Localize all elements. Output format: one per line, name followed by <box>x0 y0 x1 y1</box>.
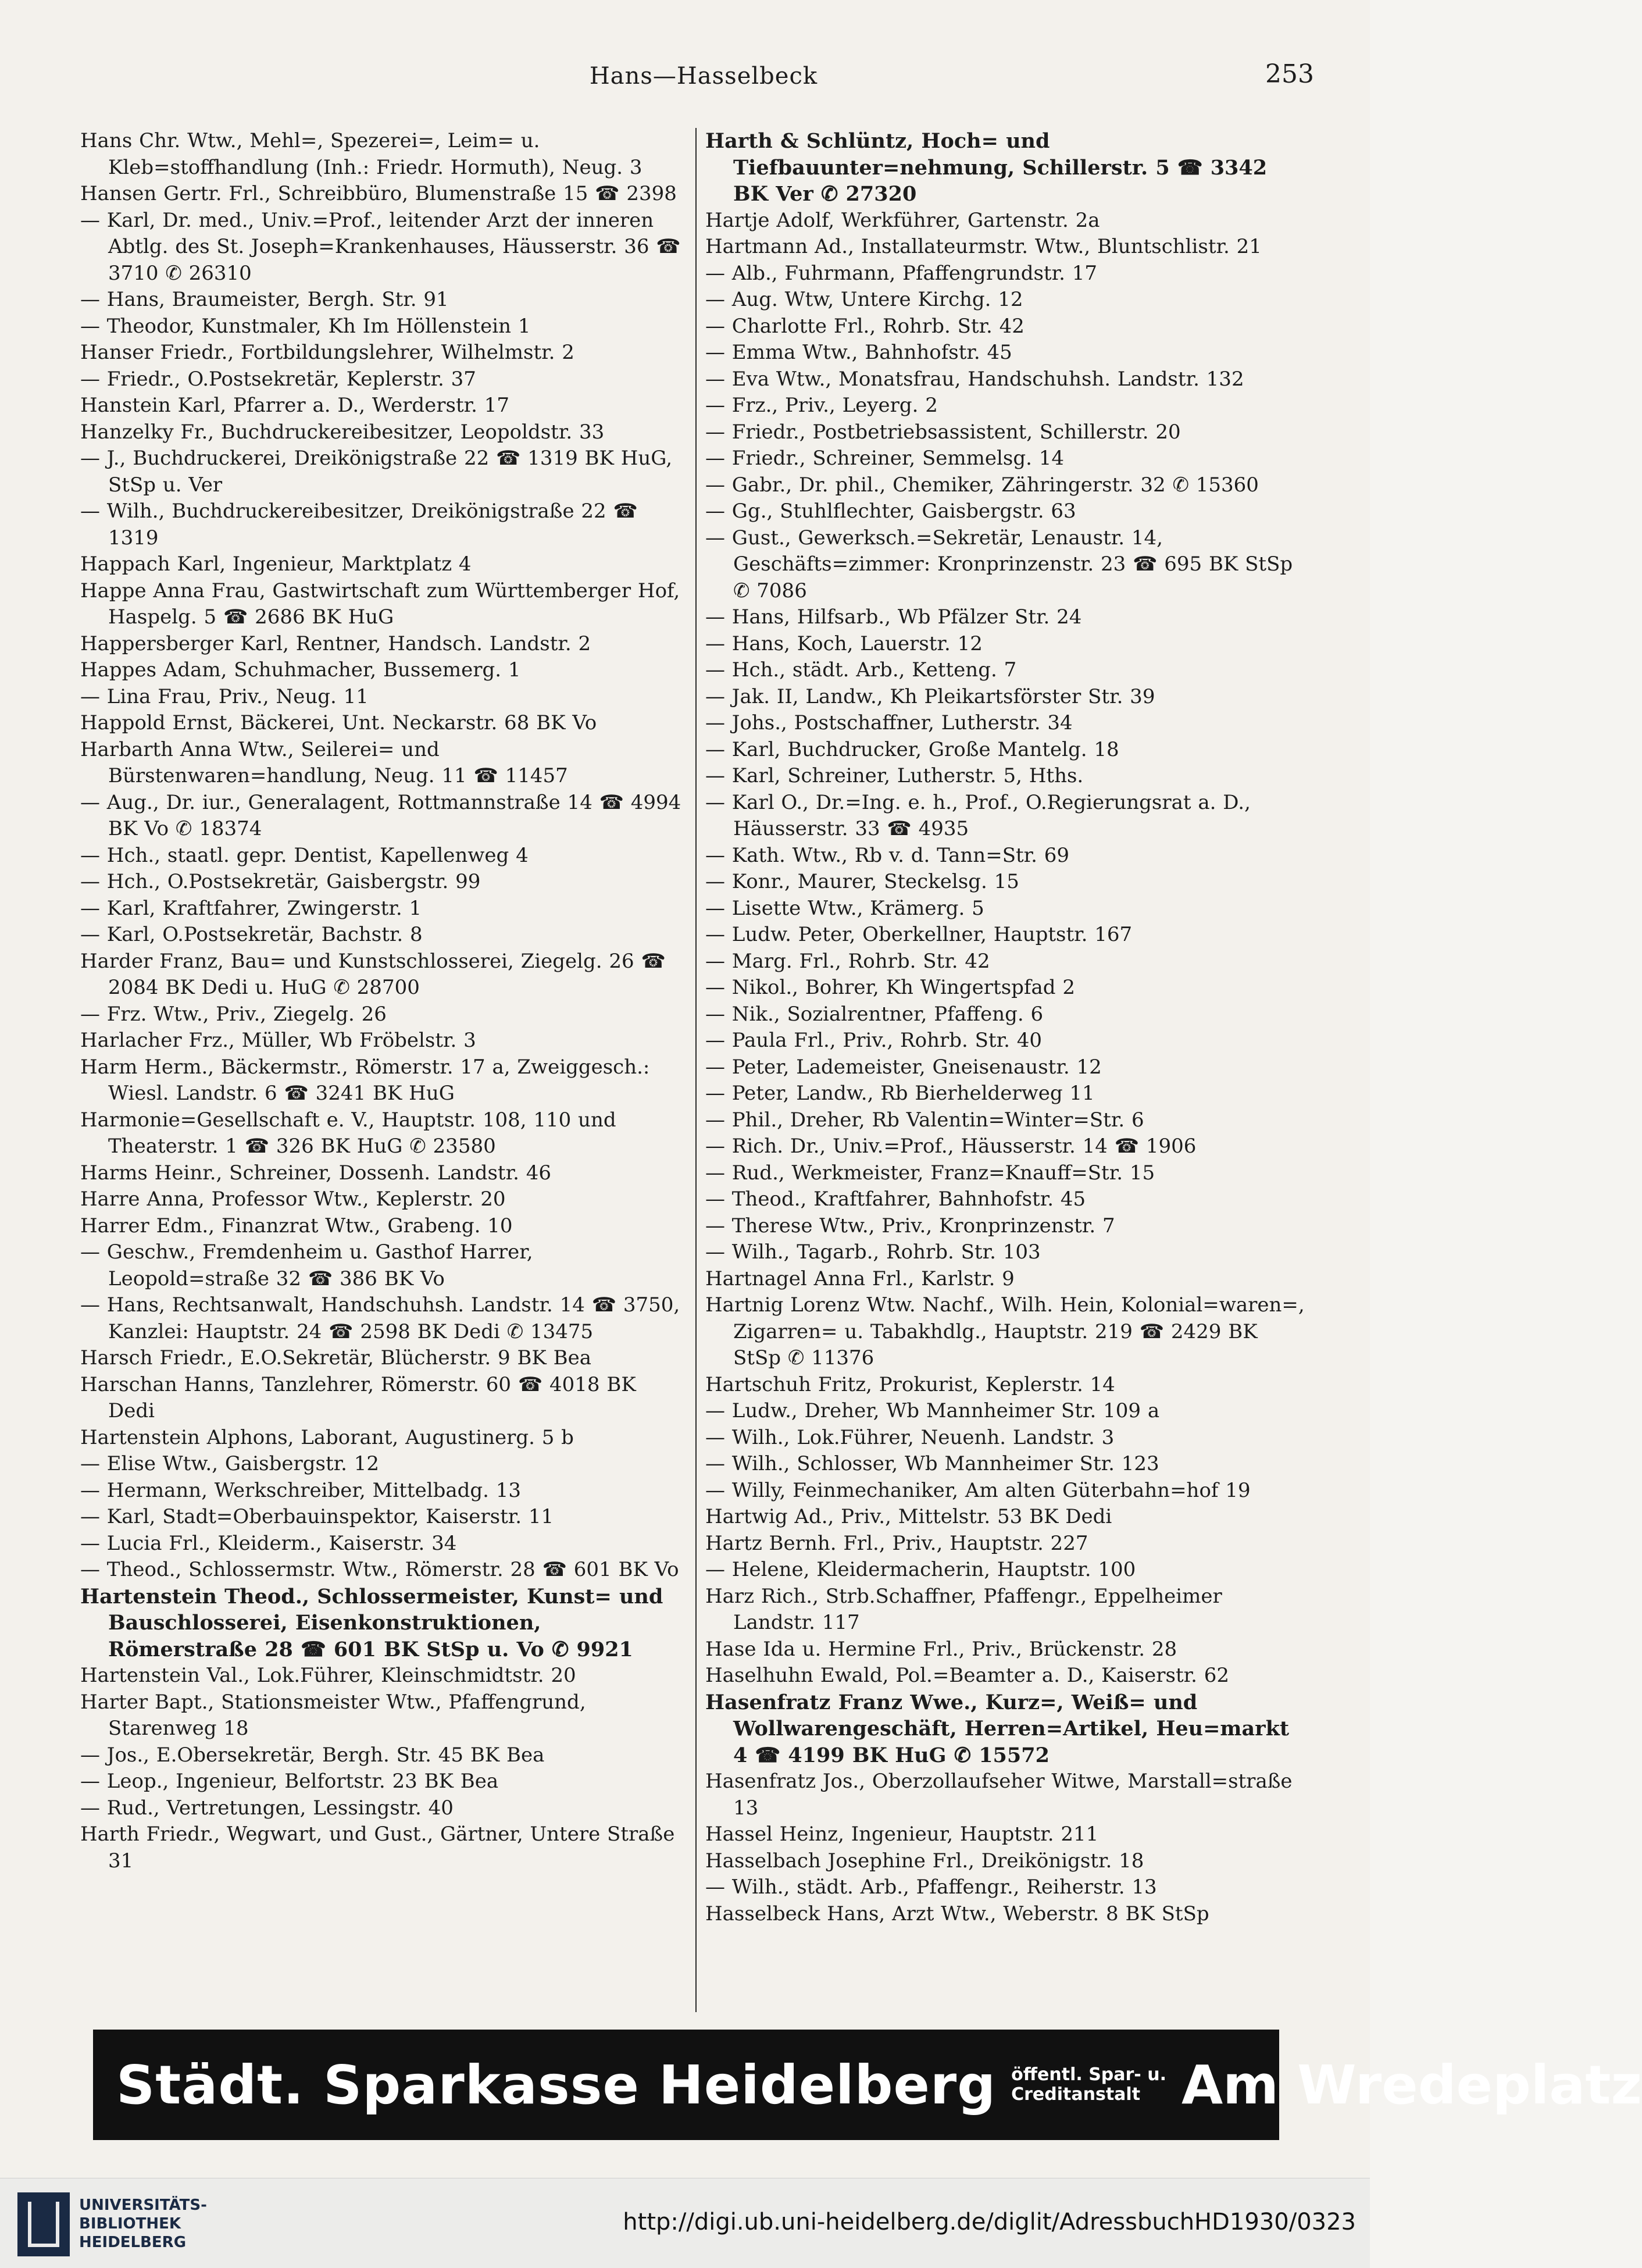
directory-entry: Harm Herm., Bäckermstr., Römerstr. 17 a, Zweiggesch.: Wiesl. Landstr. 6 ☎ 3241 BK HuG <box>80 1055 650 1105</box>
directory-entry: Hasselbach Josephine Frl., Dreikönigstr. 18 <box>705 1849 1144 1873</box>
directory-entry: Hase Ida u. Hermine Frl., Priv., Brückenstr. 28 <box>705 1637 1177 1661</box>
directory-entry: Harter Bapt., Stationsmeister Wtw., Pfaffengrund, Starenweg 18 <box>80 1690 586 1740</box>
directory-entry: Hanstein Karl, Pfarrer a. D., Werderstr. 17 <box>80 394 510 417</box>
directory-entry: — Hans, Rechtsanwalt, Handschuhsh. Landstr. 14 ☎ 3750, Kanzlei: Hauptstr. 24 ☎ 2598 BK Dedi ✆ 13475 <box>80 1293 680 1343</box>
directory-entry: — Karl O., Dr.=Ing. e. h., Prof., O.Regierungsrat a. D., Häusserstr. 33 ☎ 4935 <box>705 790 1251 840</box>
directory-entry: Hartenstein Theod., Schlossermeister, Kunst= und Bauschlosserei, Eisenkonstruktionen, Römerstraße 28 ☎ 601 BK StSp u. Vo ✆ 9921 <box>80 1584 663 1661</box>
directory-entry: — Wilh., Tagarb., Rohrb. Str. 103 <box>705 1240 1041 1264</box>
directory-entry: Hartenstein Val., Lok.Führer, Kleinschmidtstr. 20 <box>80 1664 576 1687</box>
directory-entry: — Wilh., städt. Arb., Pfaffengr., Reiherstr. 13 <box>705 1875 1157 1899</box>
banner-subtext-line2: Creditanstalt <box>1011 2084 1141 2105</box>
directory-entry: Harth & Schlüntz, Hoch= und Tiefbauunter=nehmung, Schillerstr. 5 ☎ 3342 BK Ver ✆ 27320 <box>705 129 1268 206</box>
directory-entry: — Johs., Postschaffner, Lutherstr. 34 <box>705 711 1073 734</box>
directory-entry: Happach Karl, Ingenieur, Marktplatz 4 <box>80 552 472 576</box>
directory-entry: — Theod., Kraftfahrer, Bahnhofstr. 45 <box>705 1188 1086 1211</box>
directory-entry: — Therese Wtw., Priv., Kronprinzenstr. 7 <box>705 1214 1115 1238</box>
library-name-line2: BIBLIOTHEK <box>79 2215 181 2233</box>
directory-entry: Hasenfratz Jos., Oberzollaufseher Witwe, Marstall=straße 13 <box>705 1770 1293 1820</box>
directory-entry: — Hans, Koch, Lauerstr. 12 <box>705 632 983 655</box>
directory-entry: Hanzelky Fr., Buchdruckereibesitzer, Leopoldstr. 33 <box>80 420 605 444</box>
directory-entry: Hansen Gertr. Frl., Schreibbüro, Blumenstraße 15 ☎ 2398 <box>80 182 677 205</box>
directory-entry: — Ludw., Dreher, Wb Mannheimer Str. 109 a <box>705 1399 1160 1422</box>
directory-entry: — Emma Wtw., Bahnhofstr. 45 <box>705 341 1012 364</box>
directory-entry: Harmonie=Gesellschaft e. V., Hauptstr. 108, 110 und Theaterstr. 1 ☎ 326 BK HuG ✆ 23580 <box>80 1108 616 1158</box>
directory-entry: Harschan Hanns, Tanzlehrer, Römerstr. 60 ☎ 4018 BK Dedi <box>80 1372 636 1422</box>
directory-entry: — Hch., städt. Arb., Ketteng. 7 <box>705 658 1017 682</box>
directory-columns <box>80 128 1325 2012</box>
directory-entry: — Theodor, Kunstmaler, Kh Im Höllenstein 1 <box>80 314 531 338</box>
directory-entry: — Hans, Braumeister, Bergh. Str. 91 <box>80 288 449 311</box>
directory-entry: — Hermann, Werkschreiber, Mittelbadg. 13 <box>80 1478 522 1502</box>
directory-entry: Harlacher Frz., Müller, Wb Fröbelstr. 3 <box>80 1029 476 1052</box>
directory-entry: — Gust., Gewerksch.=Sekretär, Lenaustr. 14, Geschäfts=zimmer: Kronprinzenstr. 23 ☎ 695 BK StSp ✆ 7086 <box>705 526 1293 602</box>
directory-entry: — Gabr., Dr. phil., Chemiker, Zähringerstr. 32 ✆ 15360 <box>705 473 1259 497</box>
directory-entry: Happes Adam, Schuhmacher, Bussemerg. 1 <box>80 658 521 682</box>
directory-entry: Hartnig Lorenz Wtw. Nachf., Wilh. Hein, Kolonial=waren=, Zigarren= u. Tabakhdlg., Hauptstr. 219 ☎ 2429 BK StSp ✆ 11376 <box>705 1293 1305 1370</box>
directory-entry: — Karl, Dr. med., Univ.=Prof., leitender Arzt der inneren Abtlg. des St. Joseph=Krankenhauses, Häusserstr. 36 ☎ 3710 ✆ 26310 <box>80 208 681 285</box>
library-name-line1: UNIVERSITÄTS- <box>79 2196 207 2214</box>
digitization-footer <box>0 2178 1370 2268</box>
left-column <box>80 128 682 2012</box>
directory-entry: Hartje Adolf, Werkführer, Gartenstr. 2a <box>705 208 1100 232</box>
directory-entry: Hasenfratz Franz Wwe., Kurz=, Weiß= und Wollwarengeschäft, Herren=Artikel, Heu=markt 4 ☎ 4199 BK HuG ✆ 15572 <box>705 1690 1290 1767</box>
directory-entry: Harrer Edm., Finanzrat Wtw., Grabeng. 10 <box>80 1214 513 1238</box>
directory-entry: Harbarth Anna Wtw., Seilerei= und Bürstenwaren=handlung, Neug. 11 ☎ 11457 <box>80 737 568 787</box>
directory-entry: — Phil., Dreher, Rb Valentin=Winter=Str. 6 <box>705 1108 1144 1132</box>
directory-entry: Harth Friedr., Wegwart, und Gust., Gärtner, Untere Straße 31 <box>80 1823 675 1873</box>
directory-entry: — Aug. Wtw, Untere Kirchg. 12 <box>705 288 1023 311</box>
directory-entry: — Geschw., Fremdenheim u. Gasthof Harrer, Leopold=straße 32 ☎ 386 BK Vo <box>80 1240 533 1290</box>
directory-entry: — Konr., Maurer, Steckelsg. 15 <box>705 870 1019 893</box>
directory-entry: — Jak. II, Landw., Kh Pleikartsförster Str. 39 <box>705 684 1155 708</box>
directory-entry: — Frz., Priv., Leyerg. 2 <box>705 394 938 417</box>
banner-subtext <box>1011 2065 1166 2105</box>
directory-entry: — Peter, Lademeister, Gneisenaustr. 12 <box>705 1055 1102 1079</box>
library-logo-icon <box>17 2192 70 2256</box>
directory-entry: — Hans, Hilfsarb., Wb Pfälzer Str. 24 <box>705 605 1082 629</box>
directory-entry: Hans Chr. Wtw., Mehl=, Spezerei=, Leim= u. Kleb=stoffhandlung (Inh.: Friedr. Hormuth), Neug. 3 <box>80 129 642 179</box>
banner-location: Am Wredeplatz <box>1181 2053 1642 2116</box>
directory-entry: — Nikol., Bohrer, Kh Wingertspfad 2 <box>705 976 1075 999</box>
directory-entry: — Charlotte Frl., Rohrb. Str. 42 <box>705 314 1025 338</box>
library-name-line3: HEIDELBERG <box>79 2234 187 2251</box>
directory-entry: — Ludw. Peter, Oberkellner, Hauptstr. 167 <box>705 923 1133 946</box>
directory-entry: — Rud., Werkmeister, Franz=Knauff=Str. 15 <box>705 1161 1155 1185</box>
directory-entry: — Lisette Wtw., Krämerg. 5 <box>705 896 984 920</box>
directory-entry: Happold Ernst, Bäckerei, Unt. Neckarstr. 68 BK Vo <box>80 711 597 734</box>
directory-entry: — Wilh., Buchdruckereibesitzer, Dreikönigstraße 22 ☎ 1319 <box>80 500 638 550</box>
directory-entry: — Willy, Feinmechaniker, Am alten Güterbahn=hof 19 <box>705 1478 1251 1502</box>
directory-entry: — Alb., Fuhrmann, Pfaffengrundstr. 17 <box>705 261 1097 285</box>
source-url-link[interactable]: http://digi.ub.uni-heidelberg.de/diglit/AdressbuchHD1930/0323 <box>623 2209 1356 2235</box>
directory-entry: Hartmann Ad., Installateurmstr. Wtw., Bluntschlistr. 21 <box>705 235 1262 258</box>
directory-entry: Hartz Bernh. Frl., Priv., Hauptstr. 227 <box>705 1531 1088 1555</box>
directory-entry: — Rich. Dr., Univ.=Prof., Häusserstr. 14 ☎ 1906 <box>705 1135 1197 1158</box>
directory-entry: — Aug., Dr. iur., Generalagent, Rottmannstraße 14 ☎ 4994 BK Vo ✆ 18374 <box>80 790 681 840</box>
directory-entry: Harms Heinr., Schreiner, Dossenh. Landstr. 46 <box>80 1161 551 1185</box>
directory-entry: — Karl, O.Postsekretär, Bachstr. 8 <box>80 923 423 946</box>
directory-entry: Harre Anna, Professor Wtw., Keplerstr. 20 <box>80 1188 506 1211</box>
directory-entry: Hasselbeck Hans, Arzt Wtw., Weberstr. 8 BK StSp <box>705 1902 1209 1925</box>
directory-entry: — Friedr., O.Postsekretär, Keplerstr. 37 <box>80 367 476 391</box>
directory-entry: — Gg., Stuhlflechter, Gaisbergstr. 63 <box>705 500 1076 523</box>
directory-entry: Hartenstein Alphons, Laborant, Augustinerg. 5 b <box>80 1425 574 1449</box>
banner-main-text: Städt. Sparkasse Heidelberg <box>116 2053 997 2116</box>
directory-entry: Hanser Friedr., Fortbildungslehrer, Wilhelmstr. 2 <box>80 341 574 364</box>
running-title: Hans—Hasselbeck <box>589 63 818 90</box>
directory-entry: — Peter, Landw., Rb Bierhelderweg 11 <box>705 1082 1095 1105</box>
column-divider <box>695 128 697 2012</box>
directory-entry: — Paula Frl., Priv., Rohrb. Str. 40 <box>705 1029 1042 1052</box>
directory-entry: — Karl, Stadt=Oberbauinspektor, Kaiserstr. 11 <box>80 1505 554 1528</box>
directory-entry: — Frz. Wtw., Priv., Ziegelg. 26 <box>80 1002 387 1026</box>
directory-entry: — Hch., staatl. gepr. Dentist, Kapellenweg 4 <box>80 843 529 867</box>
directory-entry: Haselhuhn Ewald, Pol.=Beamter a. D., Kaiserstr. 62 <box>705 1664 1230 1687</box>
directory-entry: Happersberger Karl, Rentner, Handsch. Landstr. 2 <box>80 632 591 655</box>
directory-entry: — Lina Frau, Priv., Neug. 11 <box>80 684 369 708</box>
directory-entry: — Karl, Kraftfahrer, Zwingerstr. 1 <box>80 896 422 920</box>
page-number: 253 <box>1265 59 1314 89</box>
directory-entry: — Friedr., Schreiner, Semmelsg. 14 <box>705 447 1064 470</box>
directory-entry: — Kath. Wtw., Rb v. d. Tann=Str. 69 <box>705 843 1070 867</box>
directory-entry: — Karl, Buchdrucker, Große Mantelg. 18 <box>705 737 1119 761</box>
directory-entry: Happe Anna Frau, Gastwirtschaft zum Württemberger Hof, Haspelg. 5 ☎ 2686 BK HuG <box>80 579 680 629</box>
directory-entry: — Lucia Frl., Kleiderm., Kaiserstr. 34 <box>80 1531 457 1555</box>
directory-entry: — Friedr., Postbetriebsassistent, Schillerstr. 20 <box>705 420 1181 444</box>
right-column <box>705 128 1307 2012</box>
directory-entry: Harsch Friedr., E.O.Sekretär, Blücherstr. 9 BK Bea <box>80 1346 592 1370</box>
directory-entry: — Jos., E.Obersekretär, Bergh. Str. 45 BK Bea <box>80 1743 545 1767</box>
directory-entry: — Elise Wtw., Gaisbergstr. 12 <box>80 1452 380 1475</box>
directory-entry: — Wilh., Schlosser, Wb Mannheimer Str. 123 <box>705 1452 1159 1475</box>
directory-entry: — J., Buchdruckerei, Dreikönigstraße 22 ☎ 1319 BK HuG, StSp u. Ver <box>80 447 673 497</box>
directory-entry: Hassel Heinz, Ingenieur, Hauptstr. 211 <box>705 1823 1099 1846</box>
directory-entry: Harz Rich., Strb.Schaffner, Pfaffengr., Eppelheimer Landstr. 117 <box>705 1584 1222 1634</box>
directory-entry: — Hch., O.Postsekretär, Gaisbergstr. 99 <box>80 870 481 893</box>
directory-entry: — Leop., Ingenieur, Belfortstr. 23 BK Bea <box>80 1770 499 1793</box>
sparkasse-advertisement <box>93 2030 1642 2140</box>
directory-entry: Hartnagel Anna Frl., Karlstr. 9 <box>705 1267 1015 1290</box>
library-name <box>79 2196 207 2252</box>
directory-entry: — Nik., Sozialrentner, Pfaffeng. 6 <box>705 1002 1044 1026</box>
directory-entry: — Theod., Schlossermstr. Wtw., Römerstr. 28 ☎ 601 BK Vo <box>80 1558 679 1581</box>
directory-entry: Hartschuh Fritz, Prokurist, Keplerstr. 14 <box>705 1372 1115 1396</box>
directory-entry: — Helene, Kleidermacherin, Hauptstr. 100 <box>705 1558 1136 1581</box>
directory-entry: Harder Franz, Bau= und Kunstschlosserei, Ziegelg. 26 ☎ 2084 BK Dedi u. HuG ✆ 28700 <box>80 949 666 999</box>
directory-entry: — Marg. Frl., Rohrb. Str. 42 <box>705 949 990 973</box>
banner-subtext-line1: öffentl. Spar- u. <box>1011 2064 1166 2085</box>
directory-entry: Hartwig Ad., Priv., Mittelstr. 53 BK Dedi <box>705 1505 1112 1528</box>
directory-entry: — Karl, Schreiner, Lutherstr. 5, Hths. <box>705 764 1084 787</box>
directory-entry: — Rud., Vertretungen, Lessingstr. 40 <box>80 1796 454 1820</box>
directory-entry: — Eva Wtw., Monatsfrau, Handschuhsh. Landstr. 132 <box>705 367 1244 391</box>
directory-entry: — Wilh., Lok.Führer, Neuenh. Landstr. 3 <box>705 1425 1115 1449</box>
page-header <box>81 59 1326 104</box>
